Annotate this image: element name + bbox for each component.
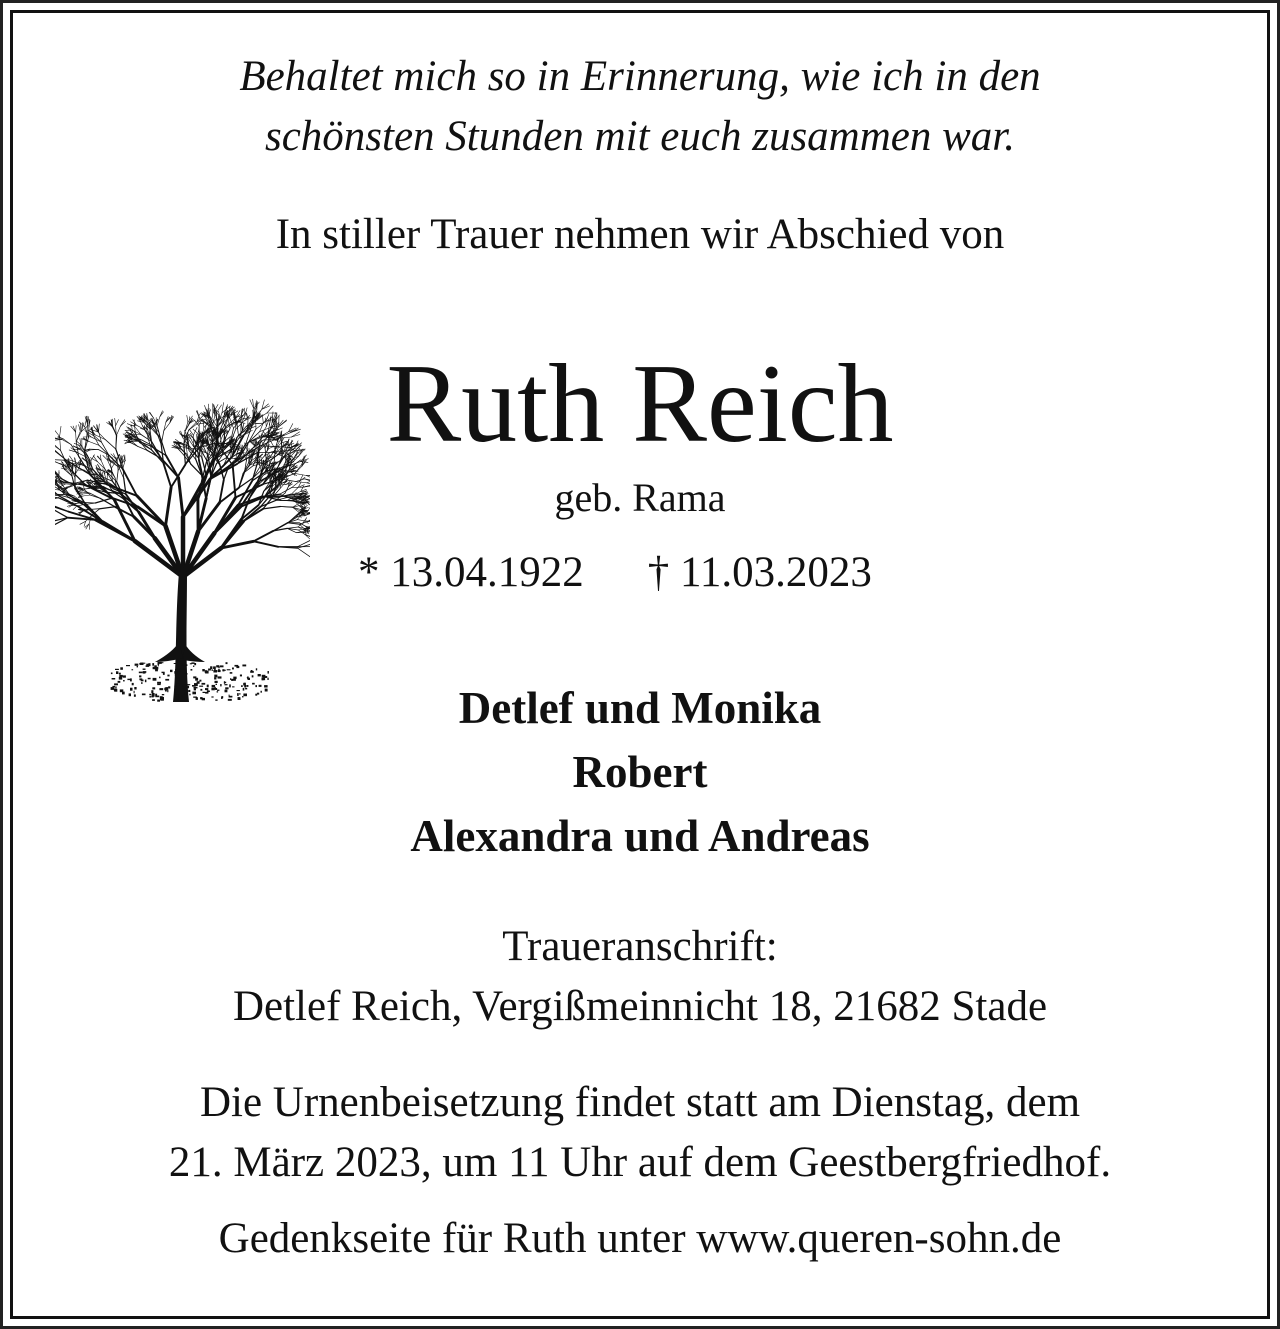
- life-dates: [358, 548, 872, 597]
- funeral-line-2: 21. März 2023, um 11 Uhr auf dem Geestbergfriedhof.: [168, 1139, 1112, 1186]
- family-line-2: Robert: [572, 747, 708, 797]
- quote-line-1: Behaltet mich so in Erinnerung, wie ich in den: [239, 53, 1041, 100]
- address-value: Detlef Reich, Vergißmeinnicht 18, 21682 Stade: [232, 983, 1048, 1030]
- birth-date: * 13.04.1922: [358, 549, 584, 596]
- family-line-3: Alexandra und Andreas: [410, 811, 870, 861]
- quote-line-2: schönsten Stunden mit euch zusammen war.: [264, 113, 1016, 160]
- death-date: † 11.03.2023: [647, 549, 872, 596]
- funeral-line-1: Die Urnenbeisetzung findet statt am Dienstag, dem: [199, 1079, 1081, 1126]
- family-line-1: Detlef und Monika: [458, 683, 822, 733]
- address-label: Traueranschrift:: [502, 923, 778, 970]
- intro-text: In stiller Trauer nehmen wir Abschied von: [275, 211, 1005, 258]
- birth-name: geb. Rama: [554, 475, 726, 520]
- memorial-link[interactable]: Gedenkseite für Ruth unter www.queren-sohn.de: [218, 1215, 1062, 1262]
- tree-icon: [55, 362, 310, 707]
- deceased-name: Ruth Reich: [386, 342, 894, 466]
